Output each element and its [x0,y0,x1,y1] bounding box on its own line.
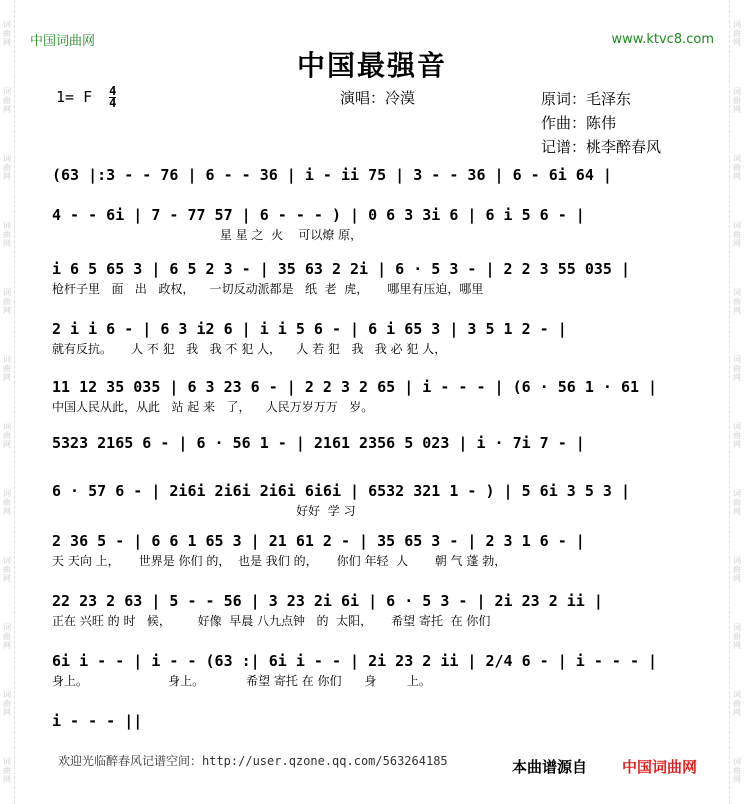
score-line [52,590,692,630]
time-signature [109,86,116,109]
notation-line: 2 i i 6 - | 6 3 i2 6 | i i 5 6 - | 6 i 65 3 | 3 5 1 2 - | [52,320,567,338]
score-line [52,258,692,298]
watermark-text: 词曲网 [3,154,11,181]
composer-credit: 作曲：陈伟 [541,114,617,132]
lyric-line: 就有反抗。 人 不 犯 我 我 不 犯 人， 人 若 犯 我 我 必 犯 人， [52,342,447,356]
notation-line: 6 · 57 6 - | 2i6i 2i6i 2i6i 6i6i | 6532 321 1 - ) | 5 6i 3 5 3 | [52,482,630,500]
notation-line: 22 23 2 63 | 5 - - 56 | 3 23 2i 6i | 6 · 5 3 - | 2i 23 2 ii | [52,592,603,610]
watermark-text: 词曲网 [3,355,11,382]
credits-block [541,87,661,159]
left-watermark-strip [0,0,15,804]
watermark-text: 词曲网 [733,690,741,717]
meter-bottom: 4 [109,96,117,110]
notation-line: 11 12 35 035 | 6 3 23 6 - | 2 2 3 2 65 | i - - - | (6 · 56 1 · 61 | [52,378,658,396]
notation-line: (63 |:3 - - 76 | 6 - - 36 | i - ii 75 | 3 - - 36 | 6 - 6i 64 | [52,166,612,184]
transcriber-credit: 记谱：桃李醉春风 [541,138,662,156]
lyric-line: 天 天向 上， 世界是 你们 的， 也是 我们 的， 你们 年轻 人 朝 气 蓬 勃， [52,554,507,568]
lyric-line: 身上。 身上。 希望 寄托 在 你们 身 上。 [52,674,431,688]
watermark-text: 词曲网 [3,221,11,248]
watermark-text: 词曲网 [733,355,741,382]
score-line [52,710,692,750]
score-line [52,432,692,472]
watermark-text: 词曲网 [733,757,741,784]
lyric-line: 中国人民从此，从此 站 起 来 了， 人民万岁万万 岁。 [52,400,374,414]
footer-visit-text[interactable]: 欢迎光临醉春风记谱空间：http://user.qzone.qq.com/563264185 [58,754,448,768]
watermark-text: 词曲网 [3,422,11,449]
score-line [52,318,692,358]
site-name-left[interactable]: 中国词曲网 [30,34,96,49]
watermark-text: 词曲网 [733,288,741,315]
lyric-line: 枪杆子里 面 出 政权， 一切反动派都是 纸 老 虎， 哪里有压迫，哪里 [52,282,484,296]
lyric-line: 星 星 之 火 可以燎 原， [52,228,363,242]
lyric-line [52,732,692,750]
watermark-text: 词曲网 [733,221,741,248]
key-label: 1= F [56,88,93,106]
notation-line: 6i i - - | i - - (63 :| 6i i - - | 2i 23 2 ii | 2/4 6 - | i - - - | [52,652,658,670]
score-line [52,164,692,204]
song-title: 中国最强音 [296,49,447,82]
score-line [52,480,692,520]
notation-line: 4 - - 6i | 7 - 77 57 | 6 - - - ) | 0 6 3 3i 6 | 6 i 5 6 - | [52,206,585,224]
right-watermark-strip [729,0,744,804]
score-line [52,650,692,690]
notation-line: 2 36 5 - | 6 6 1 65 3 | 21 61 2 - | 35 65 3 - | 2 3 1 6 - | [52,532,585,550]
site-url-right[interactable]: www.ktvc8.com [611,32,714,47]
watermark-text: 词曲网 [3,690,11,717]
score-line [52,376,692,416]
score-line [52,530,692,570]
key-signature [56,86,116,109]
singer-credit: 演唱：冷漠 [340,89,416,107]
watermark-text: 词曲网 [733,623,741,650]
score-line [52,204,692,244]
lyric-line [52,186,692,204]
footer-source-label: 本曲谱源自 [512,758,588,776]
lyric-line: 好好 学 习 [52,504,356,518]
watermark-text: 词曲网 [733,154,741,181]
footer-brand[interactable]: 中国词曲网 [622,758,698,776]
watermark-text: 词曲网 [733,87,741,114]
lyricist-credit: 原词：毛泽东 [541,90,632,108]
notation-line: i - - - || [52,712,143,730]
watermark-text: 词曲网 [733,489,741,516]
watermark-text: 词曲网 [733,556,741,583]
notation-line: i 6 5 65 3 | 6 5 2 3 - | 35 63 2 2i | 6 · 5 3 - | 2 2 3 55 035 | [52,260,630,278]
lyric-line [52,454,692,472]
watermark-text: 词曲网 [3,623,11,650]
watermark-text: 词曲网 [3,489,11,516]
watermark-text: 词曲网 [3,556,11,583]
watermark-text: 词曲网 [733,422,741,449]
watermark-text: 词曲网 [3,87,11,114]
watermark-text: 词曲网 [3,20,11,47]
watermark-text: 词曲网 [3,288,11,315]
watermark-text: 词曲网 [733,20,741,47]
lyric-line: 正在 兴旺 的 时 候， 好像 早晨 八九点钟 的 太阳， 希望 寄托 在 你们 [52,614,491,628]
watermark-text: 词曲网 [3,757,11,784]
meter-top: 4 [109,84,117,98]
notation-line: 5323 2165 6 - | 6 · 56 1 - | 2161 2356 5 023 | i · 7i 7 - | [52,434,585,452]
